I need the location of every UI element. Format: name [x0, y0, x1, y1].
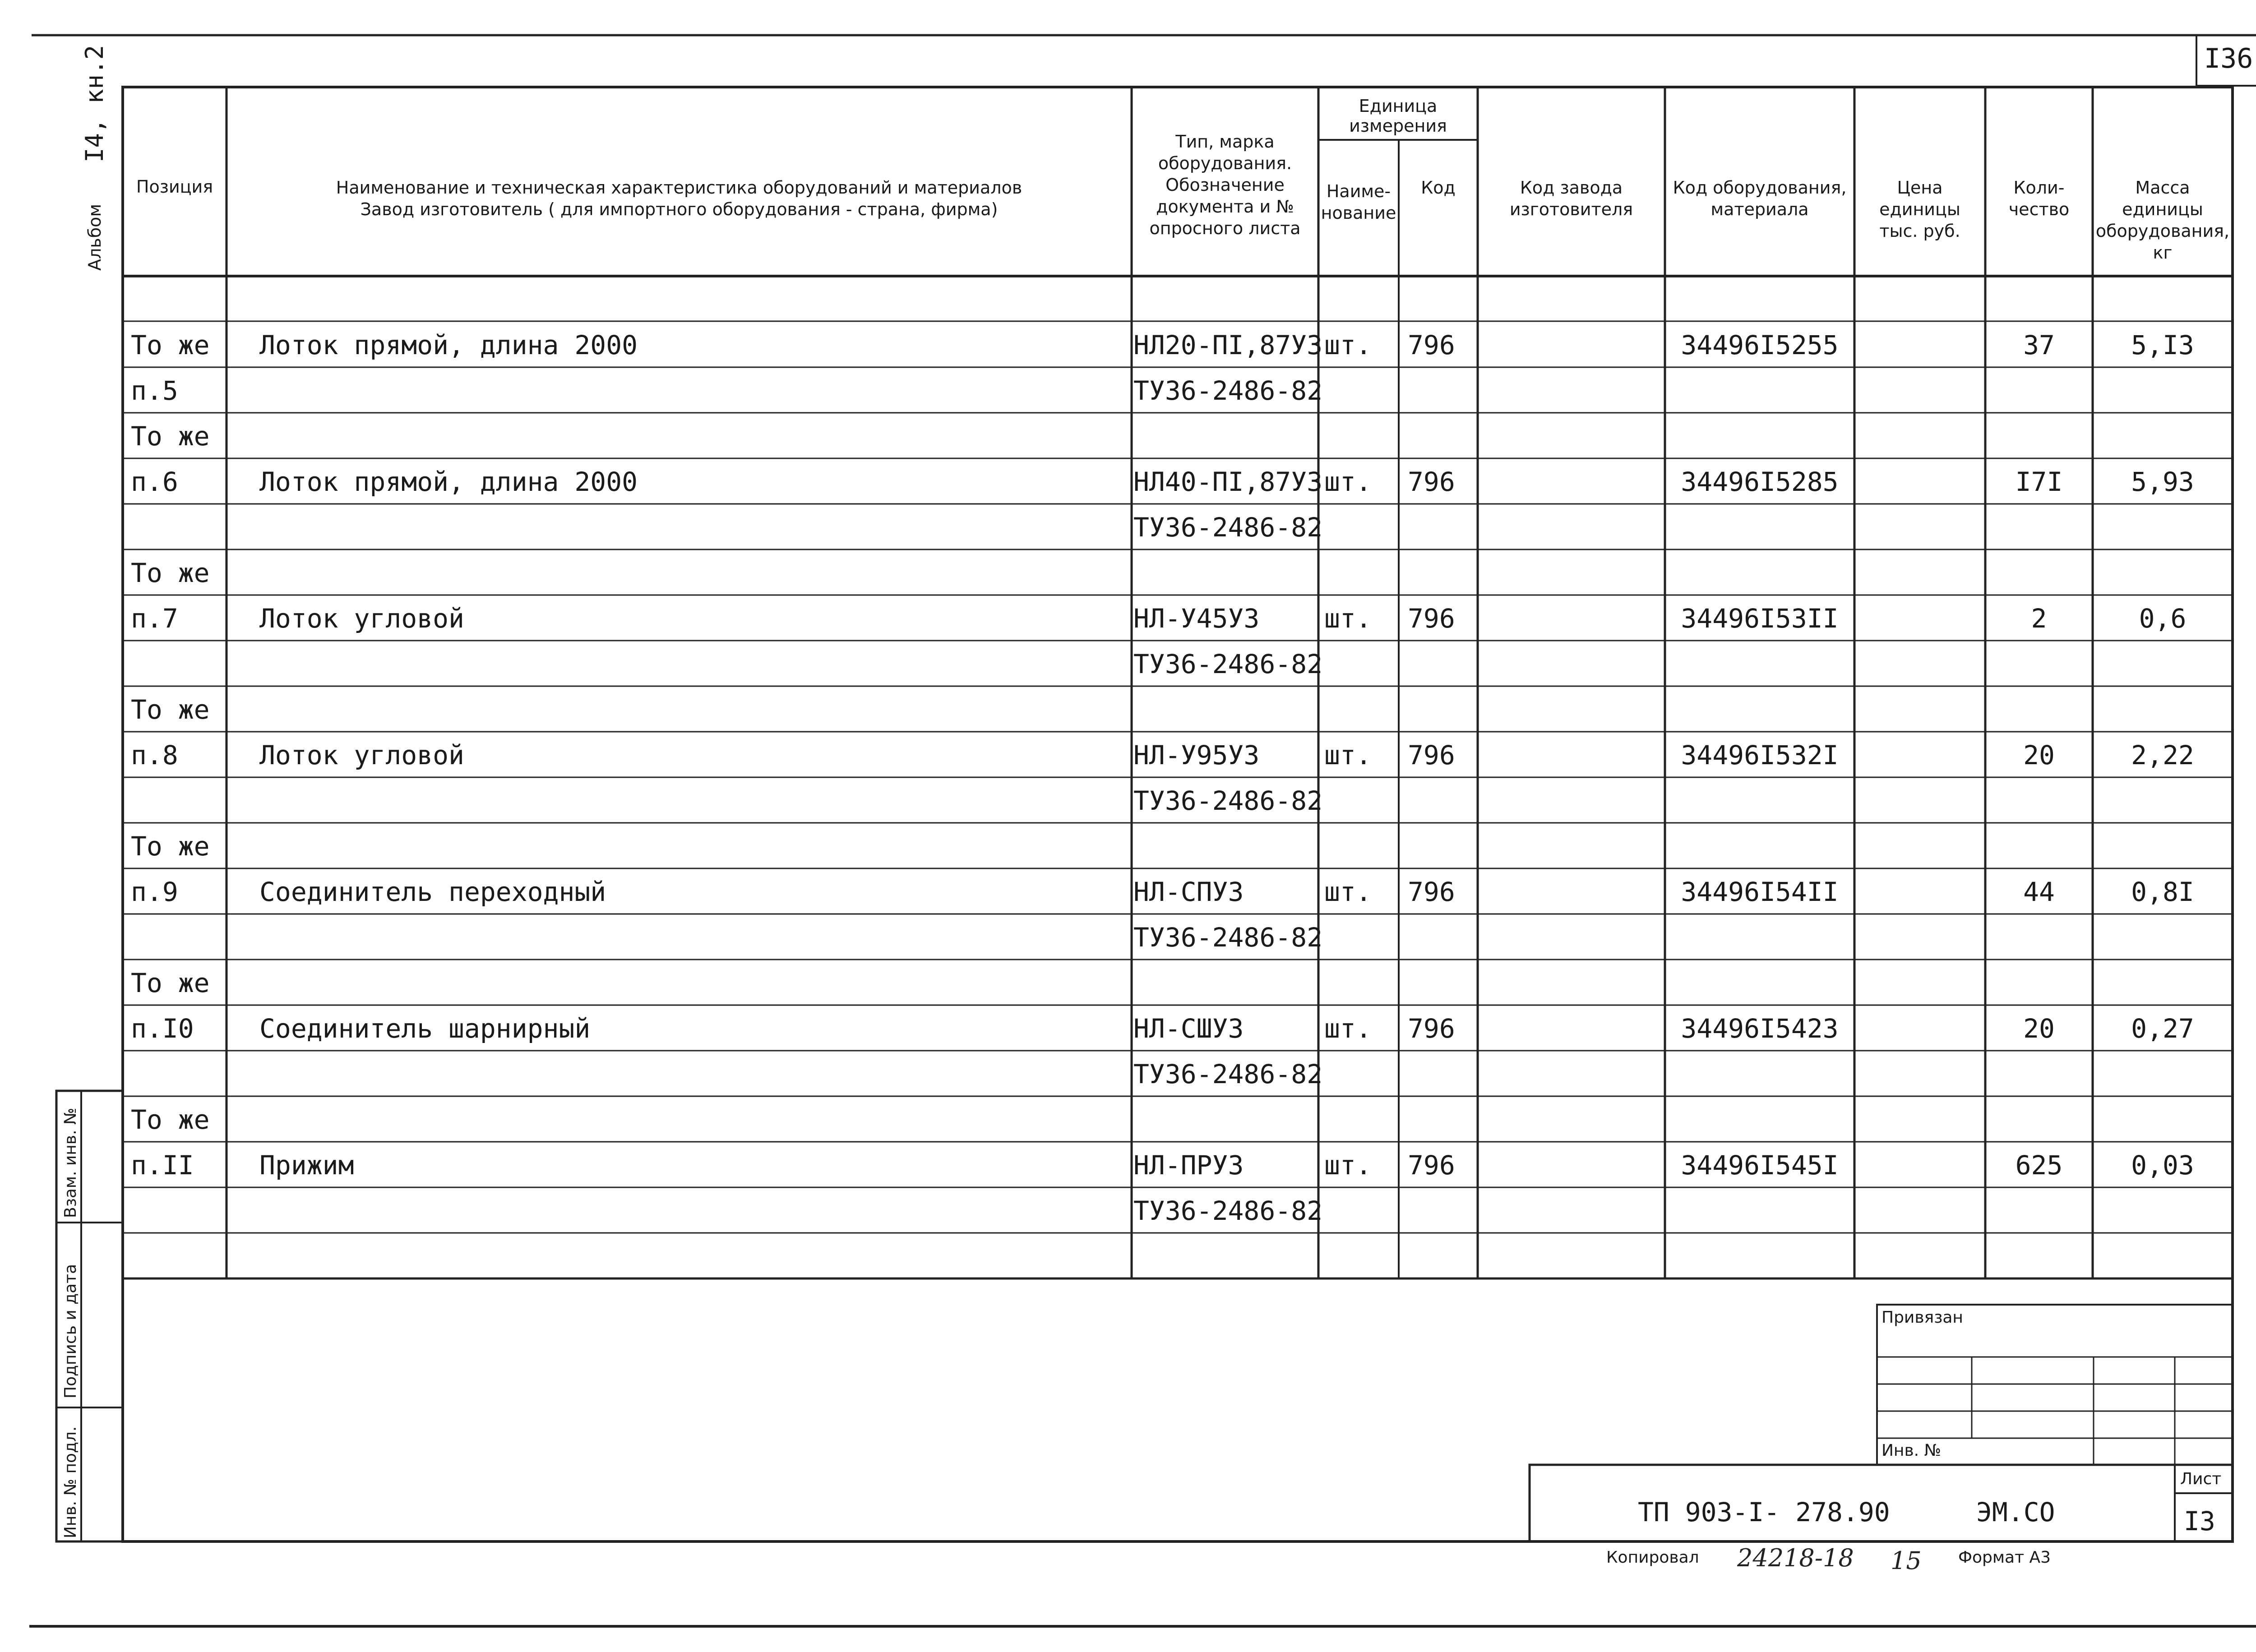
table-cell-qty: 2 [2031, 603, 2047, 634]
footer-format: Формат А3 [1958, 1548, 2051, 1567]
table-cell-qty: 20 [2023, 1013, 2055, 1044]
table-cell-qty: 44 [2023, 877, 2055, 907]
header-unit-name-line1: Наиме- [1326, 181, 1391, 201]
table-cell-pos: п.5 [131, 375, 178, 406]
doc-mark: ЭМ.СО [1976, 1497, 2055, 1527]
table-cell-mass: 0,03 [2131, 1150, 2194, 1181]
header-type-line2: оборудования. [1158, 153, 1292, 173]
table-cell-name: Соединитель шарнирный [259, 1013, 591, 1044]
header-mass [2093, 177, 2233, 263]
table-cell-qty: 37 [2023, 330, 2055, 360]
table-cell-type: НЛ40-ПI,87УЗ [1133, 466, 1323, 497]
header-price-line1: Цена [1897, 178, 1943, 198]
table-cell-code: 796 [1408, 740, 1455, 771]
header-type-line3: Обозначение [1165, 175, 1285, 195]
table-cell-unit: шт. [1324, 330, 1372, 360]
table-cell-type: ТУ36-2486-82 [1133, 1195, 1323, 1226]
header-unit-name-line2: нование [1321, 203, 1396, 223]
header-unit-code: Код [1421, 178, 1456, 198]
header-equip [1665, 177, 1854, 220]
table-cell-equip: 34496I53II [1681, 603, 1839, 634]
table-cell-unit: шт. [1324, 740, 1372, 771]
table-cell-unit: шт. [1324, 466, 1372, 497]
table-cell-type: ТУ36-2486-82 [1133, 375, 1323, 406]
table-cell-code: 796 [1408, 330, 1455, 360]
table-cell-pos: п.9 [131, 877, 178, 907]
header-qty-line1: Коли- [2013, 178, 2065, 198]
table-cell-name: Соединитель переходный [259, 877, 606, 907]
table-cell-pos: п.7 [131, 603, 178, 634]
table-cell-pos: То же [131, 330, 210, 360]
sheet-value: I3 [2184, 1506, 2215, 1537]
table-cell-mass: 0,6 [2139, 603, 2187, 634]
header-factory-line1: Код завода [1520, 178, 1623, 198]
header-unit-line2: измерения [1349, 116, 1447, 136]
table-cell-equip: 34496I545I [1681, 1150, 1839, 1181]
header-type-line1: Тип, марка [1175, 132, 1275, 152]
table-cell-type: НЛ-СПУЗ [1133, 877, 1244, 907]
table-cell-equip: 34496I5255 [1681, 330, 1839, 360]
table-cell-name: Лоток угловой [259, 603, 464, 634]
header-mass-line2: единицы [2122, 199, 2203, 219]
table-cell-unit: шт. [1324, 603, 1372, 634]
table-cell-qty: 20 [2023, 740, 2055, 771]
stamp-sign-date: Подпись и дата [61, 1264, 80, 1398]
table-cell-equip: 34496I54II [1681, 877, 1839, 907]
header-unit [1318, 96, 1478, 136]
table-cell-mass: 5,I3 [2131, 330, 2194, 360]
header-qty [1985, 177, 2093, 220]
table-cell-mass: 0,8I [2131, 877, 2194, 907]
table-cell-type: ТУ36-2486-82 [1133, 1059, 1323, 1089]
header-equip-line2: материала [1710, 199, 1809, 219]
table-cell-type: ТУ36-2486-82 [1133, 649, 1323, 679]
table-cell-pos: То же [131, 968, 210, 998]
table-cell-mass: 5,93 [2131, 466, 2194, 497]
header-unit-line1: Единица [1359, 96, 1438, 116]
table-cell-type: НЛ-У45УЗ [1133, 603, 1260, 634]
table-cell-unit: шт. [1324, 1013, 1372, 1044]
table-cell-pos: То же [131, 1104, 210, 1135]
table-cell-name: Лоток прямой, длина 2000 [259, 330, 638, 360]
table-cell-type: НЛ20-ПI,87УЗ [1133, 330, 1323, 360]
album-code: I4, кн.2 [80, 45, 109, 162]
header-price-line2: единицы [1879, 199, 1960, 219]
footer-copied: Копировал [1606, 1548, 1699, 1567]
table-cell-mass: 2,22 [2131, 740, 2194, 771]
table-cell-name: Лоток угловой [259, 740, 464, 771]
table-cell-code: 796 [1408, 603, 1455, 634]
table-cell-name: Прижим [259, 1150, 354, 1181]
table-cell-type: ТУ36-2486-82 [1133, 785, 1323, 816]
table-cell-pos: п.I0 [131, 1013, 194, 1044]
header-name-line1: Наименование и техническая характеристика оборудований и материалов [336, 178, 1022, 198]
header-position: Позиция [136, 177, 213, 197]
header-mass-line3: оборудования, [2095, 221, 2230, 241]
header-unit-name [1318, 180, 1399, 224]
header-type [1132, 131, 1318, 239]
header-mass-line1: Масса [2135, 178, 2190, 198]
table-cell-pos: п.II [131, 1150, 194, 1181]
table-cell-type: НЛ-СШУЗ [1133, 1013, 1244, 1044]
sheet-number: I36 [2204, 43, 2253, 74]
stamp-sheet-label: Лист [2180, 1470, 2222, 1488]
table-cell-pos: То же [131, 694, 210, 725]
table-cell-type: НЛ-У95УЗ [1133, 740, 1260, 771]
header-type-line4: документа и № [1156, 197, 1294, 217]
table-cell-pos: То же [131, 558, 210, 588]
table-cell-unit: шт. [1324, 877, 1372, 907]
table-cell-mass: 0,27 [2131, 1013, 2194, 1044]
header-price-line3: тыс. руб. [1879, 221, 1960, 241]
stamp-inv-no: Инв. № [1882, 1441, 1942, 1460]
header-name [227, 177, 1132, 220]
header-name-line2: Завод изготовитель ( для импортного оборудования - страна, фирма) [360, 199, 998, 219]
table-cell-type: ТУ36-2486-82 [1133, 922, 1323, 953]
header-price [1854, 177, 1985, 242]
header-equip-line1: Код оборудования, [1673, 178, 1847, 198]
stamp-inv-orig: Инв. № подл. [61, 1426, 80, 1538]
table-cell-equip: 34496I5285 [1681, 466, 1839, 497]
header-qty-line2: чество [2008, 199, 2070, 219]
header-type-line5: опросного листа [1149, 218, 1301, 238]
album-label: Альбом [85, 203, 105, 271]
table-cell-pos: То же [131, 831, 210, 862]
stamp-bound: Привязан [1882, 1308, 1963, 1327]
footer-handwritten-1: 24218-18 [1737, 1544, 1854, 1572]
table-cell-type: НЛ-ПРУЗ [1133, 1150, 1244, 1181]
table-cell-name: Лоток прямой, длина 2000 [259, 466, 638, 497]
table-cell-code: 796 [1408, 1150, 1455, 1181]
footer-handwritten-2: 15 [1891, 1546, 1922, 1575]
table-cell-unit: шт. [1324, 1150, 1372, 1181]
header-factory-line2: изготовителя [1509, 199, 1633, 219]
stamp-inv-replace: Взам. инв. № [61, 1107, 80, 1218]
table-cell-equip: 34496I5423 [1681, 1013, 1839, 1044]
table-cell-qty: I7I [2015, 466, 2063, 497]
table-cell-code: 796 [1408, 466, 1455, 497]
table-cell-code: 796 [1408, 877, 1455, 907]
table-cell-pos: п.8 [131, 740, 178, 771]
doc-code: ТП 903-I- 278.90 [1638, 1497, 1890, 1527]
header-mass-line4: кг [2153, 243, 2173, 263]
table-cell-type: ТУ36-2486-82 [1133, 512, 1323, 543]
table-cell-pos: То же [131, 421, 210, 452]
table-cell-equip: 34496I532I [1681, 740, 1839, 771]
table-cell-pos: п.6 [131, 466, 178, 497]
table-cell-qty: 625 [2015, 1150, 2063, 1181]
header-factory [1478, 177, 1665, 220]
table-cell-code: 796 [1408, 1013, 1455, 1044]
